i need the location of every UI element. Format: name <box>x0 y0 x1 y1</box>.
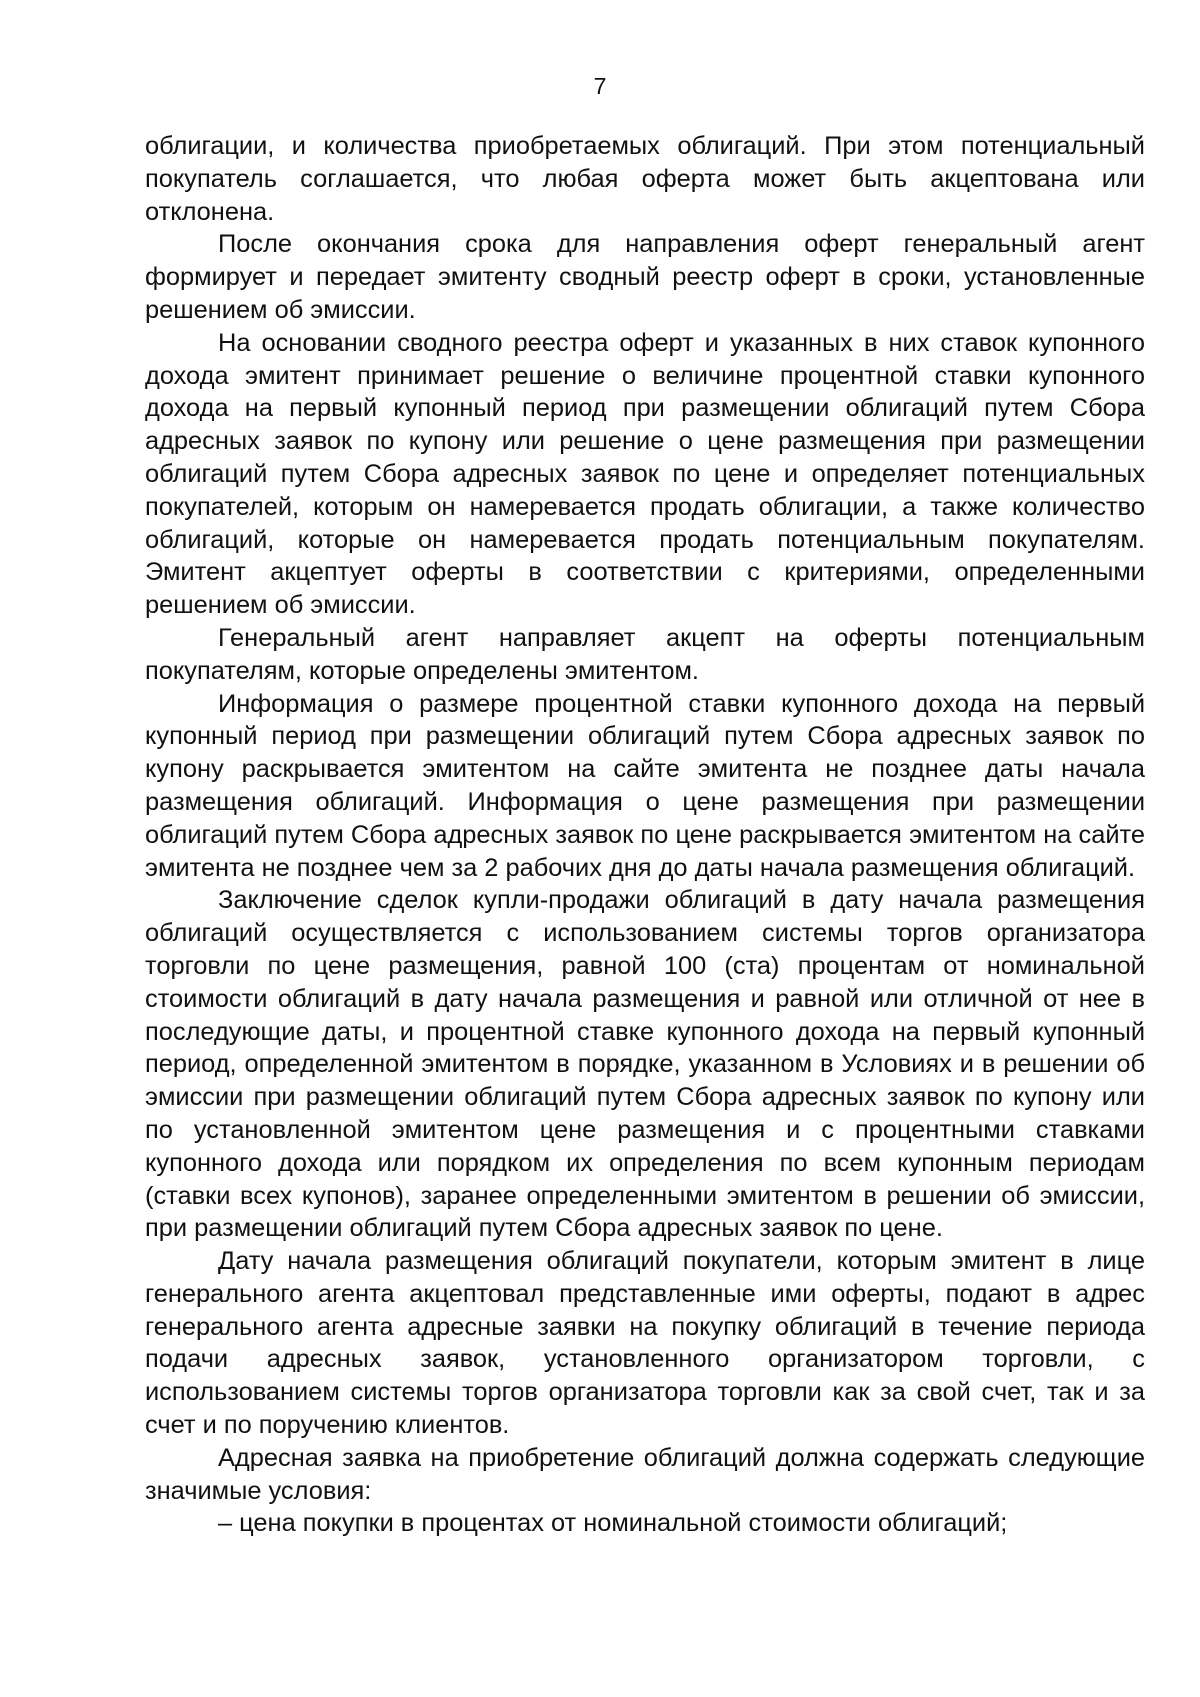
paragraph: Информация о размере процентной ставки купонного дохода на первый купонный период при размещении облигаций путем Сбора адресных заявок по купону раскрывается эмитентом на сайте эмитента не позднее даты начала размещения облигаций. Информация о цене размещения при размещении облигаций путем Сбора адресных заявок по цене раскрывается эмитентом на сайте эмитента не позднее чем за 2 рабочих дня до даты начала размещения облигаций. <box>145 689 1145 882</box>
paragraph: На основании сводного реестра оферт и указанных в них ставок купонного дохода эмитент принимает решение о величине процентной ставки купонного дохода на первый купонный период при размещении облигаций путем Сбора адресных заявок по купону или решение о цене размещения при размещении облигаций путем Сбора адресных заявок по цене и определяет потенциальных покупателей, которым он намеревается продать облигации, а также количество облигаций, которые он намеревается продать потенциальным покупателям. Эмитент акцептует оферты в соответствии с критериями, определенными решением об эмиссии. <box>145 328 1145 620</box>
paragraph: После окончания срока для направления оферт генеральный агент формирует и передает эмитенту сводный реестр оферт в сроки, установленные решением об эмиссии. <box>145 230 1145 324</box>
paragraph: Заключение сделок купли-продажи облигаций в дату начала размещения облигаций осуществляется с использованием системы торгов организатора торговли по цене размещения, равной 100 (ста) процентам от номинальной стоимости облигаций в дату начала размещения и равной или отличной от нее в последующие даты, и процентной ставке купонного дохода на первый купонный период, определенной эмитентом в порядке, указанном в Условиях и в решении об эмиссии при размещении облигаций путем Сбора адресных заявок по купону или по установленной эмитентом цене размещения и с процентными ставками купонного дохода или порядком их определения по всем купонным периодам (ставки всех купонов), заранее определенными эмитентом в решении об эмиссии, при размещении облигаций путем Сбора адресных заявок по цене. <box>145 886 1145 1243</box>
paragraph: Адресная заявка на приобретение облигаций должна содержать следующие значимые условия: <box>145 1443 1145 1505</box>
paragraph: Генеральный агент направляет акцепт на оферты потенциальным покупателям, которые определены эмитентом. <box>145 623 1145 685</box>
paragraph: облигации, и количества приобретаемых облигаций. При этом потенциальный покупатель соглашается, что любая оферта может быть акцептована или отклонена. <box>145 132 1145 226</box>
list-item: – цена покупки в процентах от номинальной стоимости облигаций; <box>218 1509 1008 1538</box>
paragraph: Дату начала размещения облигаций покупатели, которым эмитент в лице генерального агента акцептовал представленные ими оферты, подают в адрес генерального агента адресные заявки на покупку облигаций в течение периода подачи адресных заявок, установленного организатором торговли, с использованием системы торгов организатора торговли как за свой счет, так и за счет и по поручению клиентов. <box>145 1247 1145 1440</box>
document-body <box>145 130 1145 1540</box>
page-number: 7 <box>593 73 607 99</box>
